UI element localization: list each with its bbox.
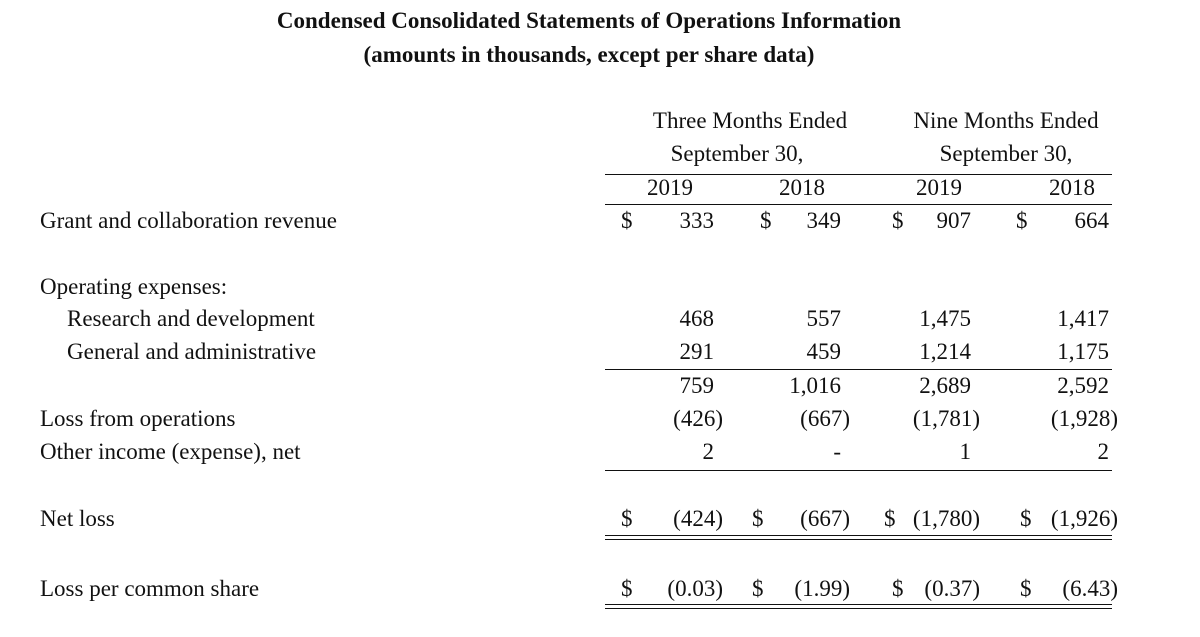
loss-ops-9m-2018: (1,928): [1050, 406, 1118, 431]
dollar-sign: $: [760, 208, 772, 233]
subtotal-rule: [605, 369, 1112, 370]
dollar-sign: $: [621, 506, 633, 531]
dollar-sign: $: [1020, 576, 1032, 601]
rd-9m-2018: 1,417: [1057, 306, 1109, 331]
header-three-months-line1: Three Months Ended: [652, 108, 848, 133]
year-header-nine-2018: 2018: [1049, 175, 1095, 200]
dollar-sign: $: [1020, 506, 1032, 531]
dollar-sign: $: [1016, 208, 1028, 233]
eps-9m-2018: (6.43): [1062, 576, 1118, 601]
ga-9m-2019: 1,214: [919, 339, 971, 364]
other-income-9m-2019: 1: [959, 439, 971, 464]
net-loss-9m-2019: (1,780): [912, 506, 980, 531]
dollar-sign: $: [621, 208, 633, 233]
row-label-other-income: Other income (expense), net: [40, 439, 301, 464]
rd-3m-2018: 557: [806, 306, 841, 331]
total-expenses-3m-2018: 1,016: [789, 373, 841, 398]
grant-revenue-9m-2018: 664: [1074, 208, 1109, 233]
dollar-sign: $: [892, 208, 904, 233]
year-header-three-2019: 2019: [647, 175, 693, 200]
eps-3m-2019: (0.03): [667, 576, 723, 601]
net-loss-3m-2018: (667): [800, 506, 850, 531]
ga-9m-2018: 1,175: [1057, 339, 1109, 364]
row-label-loss-from-operations: Loss from operations: [40, 406, 236, 431]
header-three-months-line2: September 30,: [670, 141, 804, 166]
header-nine-months-line1: Nine Months Ended: [913, 108, 1099, 133]
eps-double-rule: [605, 604, 1112, 609]
total-expenses-3m-2019: 759: [679, 373, 714, 398]
ga-3m-2019: 291: [679, 339, 714, 364]
other-income-9m-2018: 2: [1097, 439, 1109, 464]
dollar-sign: $: [892, 576, 904, 601]
pre-net-loss-rule: [605, 470, 1112, 471]
loss-ops-3m-2019: (426): [673, 406, 723, 431]
total-expenses-9m-2018: 2,592: [1057, 373, 1109, 398]
dollar-sign: $: [621, 576, 633, 601]
row-label-operating-expenses: Operating expenses:: [40, 274, 228, 299]
loss-ops-9m-2019: (1,781): [912, 406, 980, 431]
dollar-sign: $: [752, 576, 764, 601]
net-loss-double-rule: [605, 535, 1112, 540]
net-loss-9m-2018: (1,926): [1050, 506, 1118, 531]
grant-revenue-3m-2018: 349: [806, 208, 841, 233]
grant-revenue-9m-2019: 907: [936, 208, 971, 233]
dollar-sign: $: [752, 506, 764, 531]
other-income-3m-2019: 2: [702, 439, 714, 464]
total-expenses-9m-2019: 2,689: [919, 373, 971, 398]
grant-revenue-3m-2019: 333: [679, 208, 714, 233]
statement-subtitle: (amounts in thousands, except per share data): [363, 42, 815, 67]
row-label-grant-revenue: Grant and collaboration revenue: [40, 208, 337, 233]
eps-9m-2019: (0.37): [924, 576, 980, 601]
year-header-three-2018: 2018: [779, 175, 825, 200]
other-income-3m-2018: -: [833, 439, 841, 464]
row-label-research-development: Research and development: [67, 306, 315, 331]
rd-9m-2019: 1,475: [919, 306, 971, 331]
loss-ops-3m-2018: (667): [800, 406, 850, 431]
statement-title: Condensed Consolidated Statements of Operations Information: [276, 8, 902, 33]
year-header-rule: [605, 204, 1112, 205]
eps-3m-2018: (1.99): [794, 576, 850, 601]
row-label-general-administrative: General and administrative: [67, 339, 317, 364]
ga-3m-2018: 459: [806, 339, 841, 364]
row-label-loss-per-share: Loss per common share: [40, 576, 260, 601]
dollar-sign: $: [884, 506, 896, 531]
rd-3m-2019: 468: [679, 306, 714, 331]
header-nine-months-line2: September 30,: [939, 141, 1073, 166]
row-label-net-loss: Net loss: [40, 506, 115, 531]
net-loss-3m-2019: (424): [673, 506, 723, 531]
year-header-nine-2019: 2019: [916, 175, 962, 200]
